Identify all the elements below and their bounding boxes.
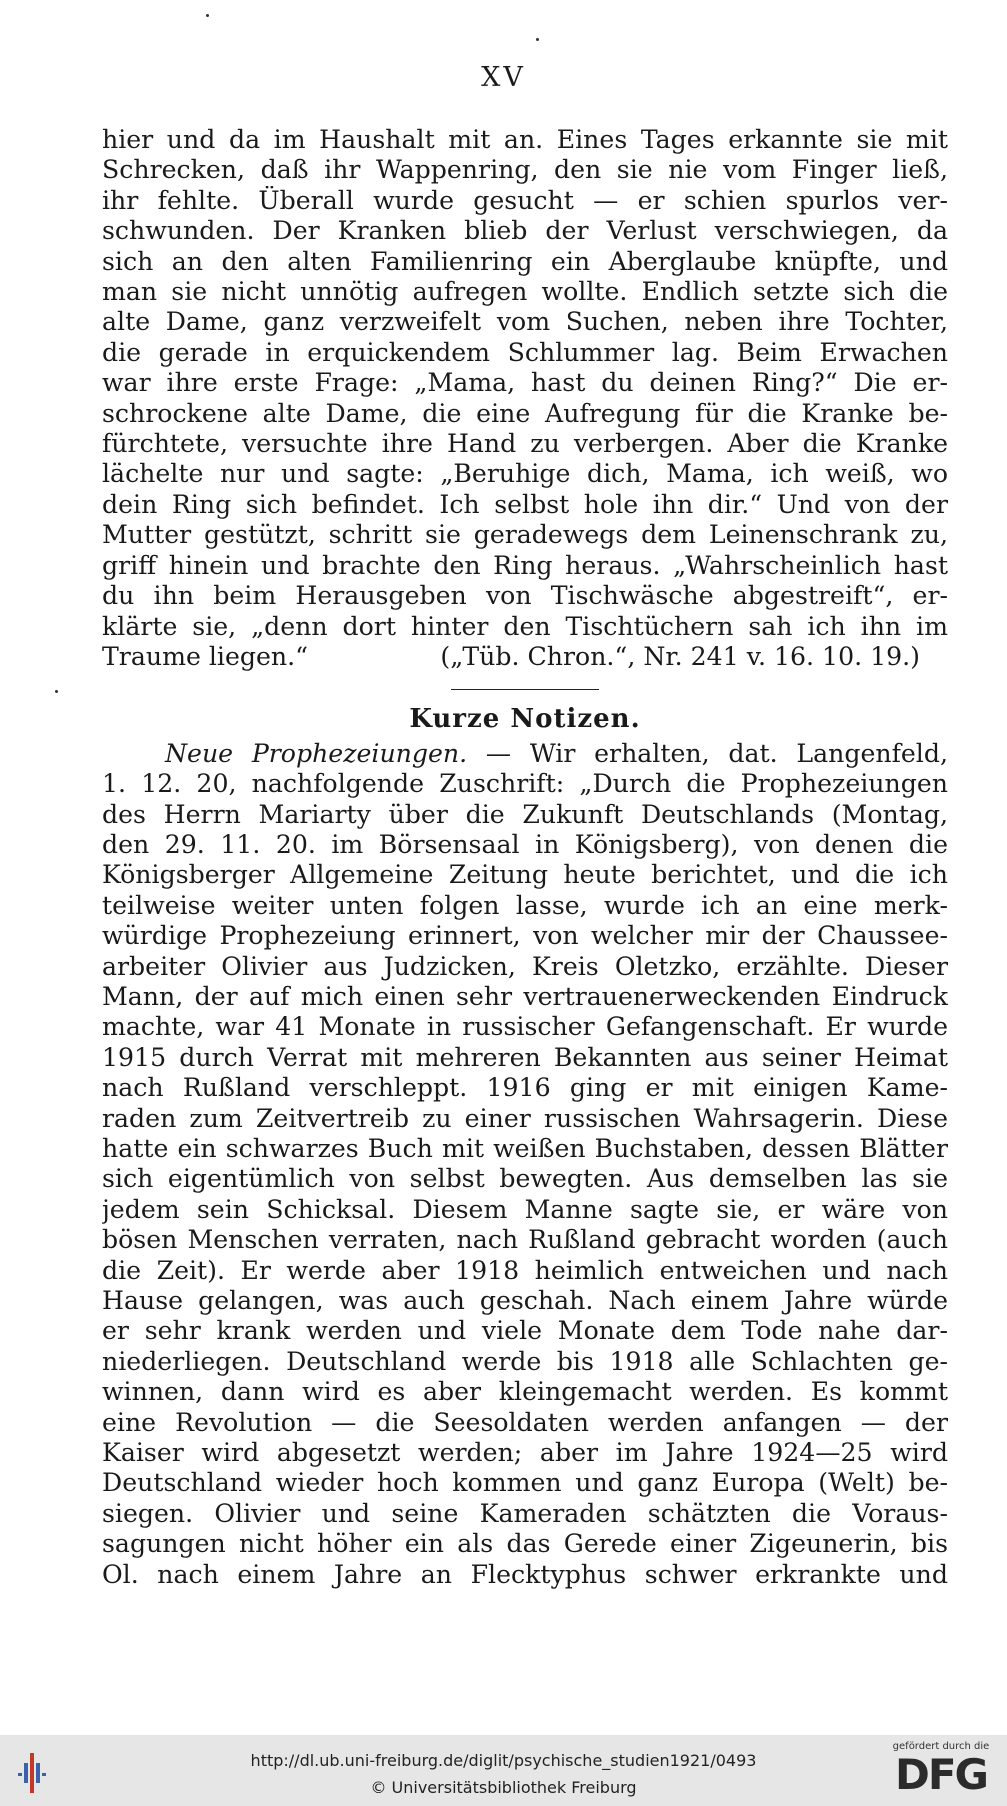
notice-line: raden zum Zeitvertreib zu einer russischen Wahrsagerin. Diese	[102, 1103, 948, 1133]
notice-line: die Zeit). Er werde aber 1918 heimlich entweichen und nach	[102, 1255, 948, 1285]
story-line: hier und da im Haushalt mit an. Eines Tages erkannte sie mit	[102, 125, 948, 154]
section-divider	[451, 689, 599, 690]
page-number: XV	[481, 62, 526, 93]
story-line: die gerade in erquickendem Schlummer lag. Beim Erwachen	[102, 337, 948, 367]
notice-lead: Neue Prophezeiungen.	[165, 738, 468, 768]
notice-line: 1915 durch Verrat mit mehreren Bekannten aus seiner Heimat	[102, 1042, 948, 1072]
notice-line: sagungen nicht höher ein als das Gerede einer Zigeunerin, bis	[102, 1529, 948, 1559]
story-paragraph	[102, 125, 948, 642]
notice-line: Mann, der auf mich einen sehr vertrauenerweckenden Eindruck	[102, 981, 948, 1011]
footer-url[interactable]: http://dl.ub.uni-freiburg.de/diglit/psychische_studien1921/0493	[250, 1751, 757, 1770]
footer-copyright: © Universitätsbibliothek Freiburg	[370, 1778, 637, 1797]
scan-speck	[55, 690, 58, 693]
notice-line: Königsberger Allgemeine Zeitung heute berichtet, und die ich	[102, 860, 948, 890]
story-line: Mutter gestützt, schritt sie geradewegs dem Leinenschrank zu,	[102, 520, 948, 550]
notice-line: winnen, dann wird es aber kleingemacht werden. Es kommt	[102, 1377, 948, 1407]
story-line: griff hinein und brachte den Ring heraus. „Wahrscheinlich hast	[102, 550, 948, 580]
story-line: Schrecken, daß ihr Wappenring, den sie nie vom Finger ließ,	[102, 155, 948, 185]
footer-bar	[0, 1735, 1007, 1806]
story-last-line: Traume liegen.“	[102, 641, 309, 671]
dfg-logo	[885, 1741, 997, 1801]
story-line: dein Ring sich befindet. Ich selbst hole ihn dir.“ Und von der	[102, 489, 948, 519]
notice-line: niederliegen. Deutschland werde bis 1918 alle Schlachten ge-	[102, 1346, 948, 1376]
notice-line: den 29. 11. 20. im Börsensaal in Königsberg), von denen die	[102, 829, 948, 859]
story-line: klärte sie, „denn dort hinter den Tischtüchern sah ich ihn im	[102, 611, 948, 641]
notice-line: hatte ein schwarzes Buch mit weißen Buchstaben, dessen Blätter	[102, 1134, 948, 1163]
story-closing-line	[102, 642, 948, 672]
story-line: schwunden. Der Kranken blieb der Verlust verschwiegen, da	[102, 216, 948, 246]
section-heading: Kurze Notizen.	[409, 704, 641, 735]
story-line: lächelte nur und sagte: „Beruhige dich, Mama, ich weiß, wo	[102, 459, 948, 489]
notice-line: nach Rußland verschleppt. 1916 ging er mit einigen Kame-	[102, 1073, 948, 1103]
story-line: du ihn beim Herausgeben von Tischwäsche abgestreift“, er-	[102, 581, 948, 611]
notice-line: eine Revolution — die Seesoldaten werden anfangen — der	[102, 1407, 948, 1437]
text-column	[102, 125, 948, 1590]
notice-paragraph	[102, 739, 948, 1590]
notice-line: bösen Menschen verraten, nach Rußland gebracht worden (auch	[102, 1225, 948, 1255]
notice-line: machte, war 41 Monate in russischer Gefangenschaft. Er wurde	[102, 1012, 948, 1042]
notice-line: teilweise weiter unten folgen lasse, wurde ich an eine merk-	[102, 890, 948, 920]
notice-line: Ol. nach einem Jahre an Flecktyphus schwer erkrankte und	[102, 1559, 948, 1589]
notice-line: arbeiter Olivier aus Judzicken, Kreis Oletzko, erzählte. Dieser	[102, 951, 948, 981]
notice-line: des Herrn Mariarty über die Zukunft Deutschlands (Montag,	[102, 799, 948, 829]
notice-line: jedem sein Schicksal. Diesem Manne sagte sie, er wäre von	[102, 1194, 948, 1224]
scan-speck	[206, 14, 209, 17]
scan-speck	[536, 38, 539, 41]
notice-line: Deutschland wieder hoch kommen und ganz Europa (Welt) be-	[102, 1468, 948, 1498]
story-line: schrockene alte Dame, die eine Aufregung für die Kranke be-	[102, 398, 948, 428]
story-line: alte Dame, ganz verzweifelt vom Suchen, neben ihre Tochter,	[102, 307, 948, 337]
story-line: ihr fehlte. Überall wurde gesucht — er schien spurlos ver-	[102, 185, 948, 215]
notice-lines	[102, 769, 948, 1590]
dfg-caption: gefördert durch die	[892, 1741, 990, 1752]
notice-line: Hause gelangen, was auch geschah. Nach einem Jahre würde	[102, 1286, 948, 1316]
story-citation: („Tüb. Chron.“, Nr. 241 v. 16. 10. 19.)	[440, 641, 920, 671]
notice-first-line	[102, 739, 948, 769]
story-line: war ihre erste Frage: „Mama, hast du deinen Ring?“ Die er-	[102, 368, 948, 398]
story-line: fürchtete, versuchte ihre Hand zu verbergen. Aber die Kranke	[102, 429, 948, 459]
dfg-wordmark: DFG	[894, 1750, 988, 1799]
notice-line: sich eigentümlich von selbst bewegten. Aus demselben las sie	[102, 1164, 948, 1194]
notice-line: 1. 12. 20, nachfolgende Zuschrift: „Durch die Prophezeiungen	[102, 769, 948, 799]
notice-line: würdige Prophezeiung erinnert, von welcher mir der Chaussee-	[102, 921, 948, 951]
notice-line: siegen. Olivier und seine Kameraden schätzten die Voraus-	[102, 1498, 948, 1528]
notice-line: er sehr krank werden und viele Monate dem Tode nahe dar-	[102, 1316, 948, 1346]
story-line: man sie nicht unnötig aufregen wollte. Endlich setzte sich die	[102, 277, 948, 307]
notice-first-line-rest: — Wir erhalten, dat. Langenfeld,	[485, 738, 948, 768]
story-line: sich an den alten Familienring ein Aberglaube knüpfte, und	[102, 246, 948, 276]
notice-line: Kaiser wird abgesetzt werden; aber im Jahre 1924—25 wird	[102, 1438, 948, 1468]
